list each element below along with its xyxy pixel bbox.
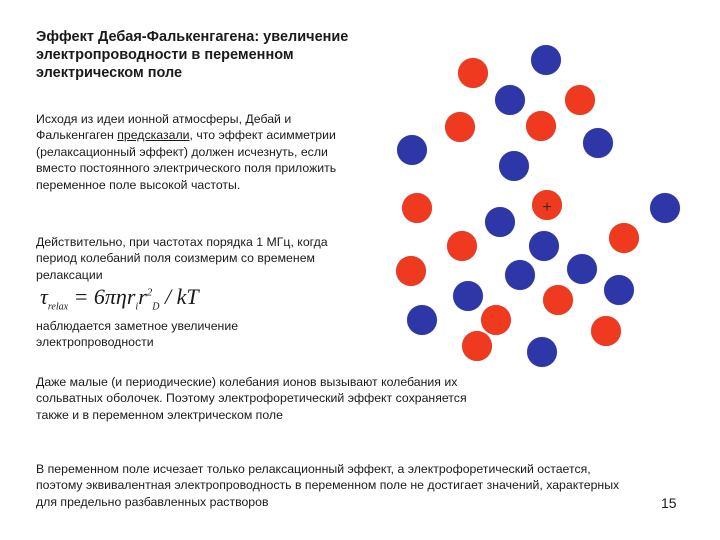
formula-tail: / kT [159,284,199,309]
anion-ion [397,135,427,165]
cation-ion [402,193,432,223]
formula-tau-sub: relax [47,301,69,313]
anion-ion [407,305,437,335]
cation-ion [458,58,488,88]
formula-r: r [126,284,136,309]
formula-r2: r [138,284,147,309]
cation-ion [543,285,573,315]
slide-title: Эффект Дебая-Фалькенгагена: увеличение электропроводности в переменном электрическом поле [36,29,349,81]
cation-ion [565,85,595,115]
cation-ion [526,111,556,141]
anion-ion [527,337,557,367]
anion-ion [453,281,483,311]
cation-ion [609,223,639,253]
text-span: Исходя из идеи ионной атмосферы, Дебай и Фалькенгаген [36,112,292,143]
anion-ion [531,45,561,75]
formula-eq: = 6πη [68,284,127,309]
cation-ion [445,112,475,142]
text-span: , что эффект асимметрии (релаксационный эффект) должен исчезнуть, если вместо постоянного электрического поля приложить переменное поле высокой частоты. [36,128,337,192]
cation-ion [447,231,477,261]
underlined-word: предсказали [117,128,190,143]
anion-ion [650,193,680,223]
cation-ion [462,331,492,361]
paragraph-observation: наблюдается заметное увеличение электропроводности [36,319,239,350]
anion-ion [567,254,597,284]
central-ion-sign: + [542,199,552,216]
anion-ion [583,128,613,158]
anion-ion [529,231,559,261]
anion-ion [495,85,525,115]
formula-tau: τ [40,284,48,309]
formula-r-sub: i [135,301,139,313]
paragraph-electrophoretic: Даже малые (и периодические) колебания ионов вызывают колебания их сольватных оболочек. Поэтому электрофоретический эффект сохраняется также и в переменном электрическом поле [36,375,467,422]
paragraph-frequency: Действительно, при частотах порядка 1 МГц, когда период колебаний поля соизмерим со временем релаксации [36,235,328,282]
page-number: 15 [661,495,677,511]
formula-r2-sub: D [152,301,160,313]
paragraph-conclusion: В переменном поле исчезает только релаксационный эффект, а электрофоретический остается, поэтому эквивалентная электропроводность в переменном поле не достигает значений, характерных для предельно разбавленных растворов [36,462,620,509]
ion-layer [396,45,680,367]
anion-ion [604,275,634,305]
cation-ion [481,305,511,335]
anion-ion [485,207,515,237]
anion-ion [505,260,535,290]
formula-r2-sup: 2 [146,286,153,299]
cation-ion [591,316,621,346]
cation-ion [396,256,426,286]
anion-ion [499,151,529,181]
